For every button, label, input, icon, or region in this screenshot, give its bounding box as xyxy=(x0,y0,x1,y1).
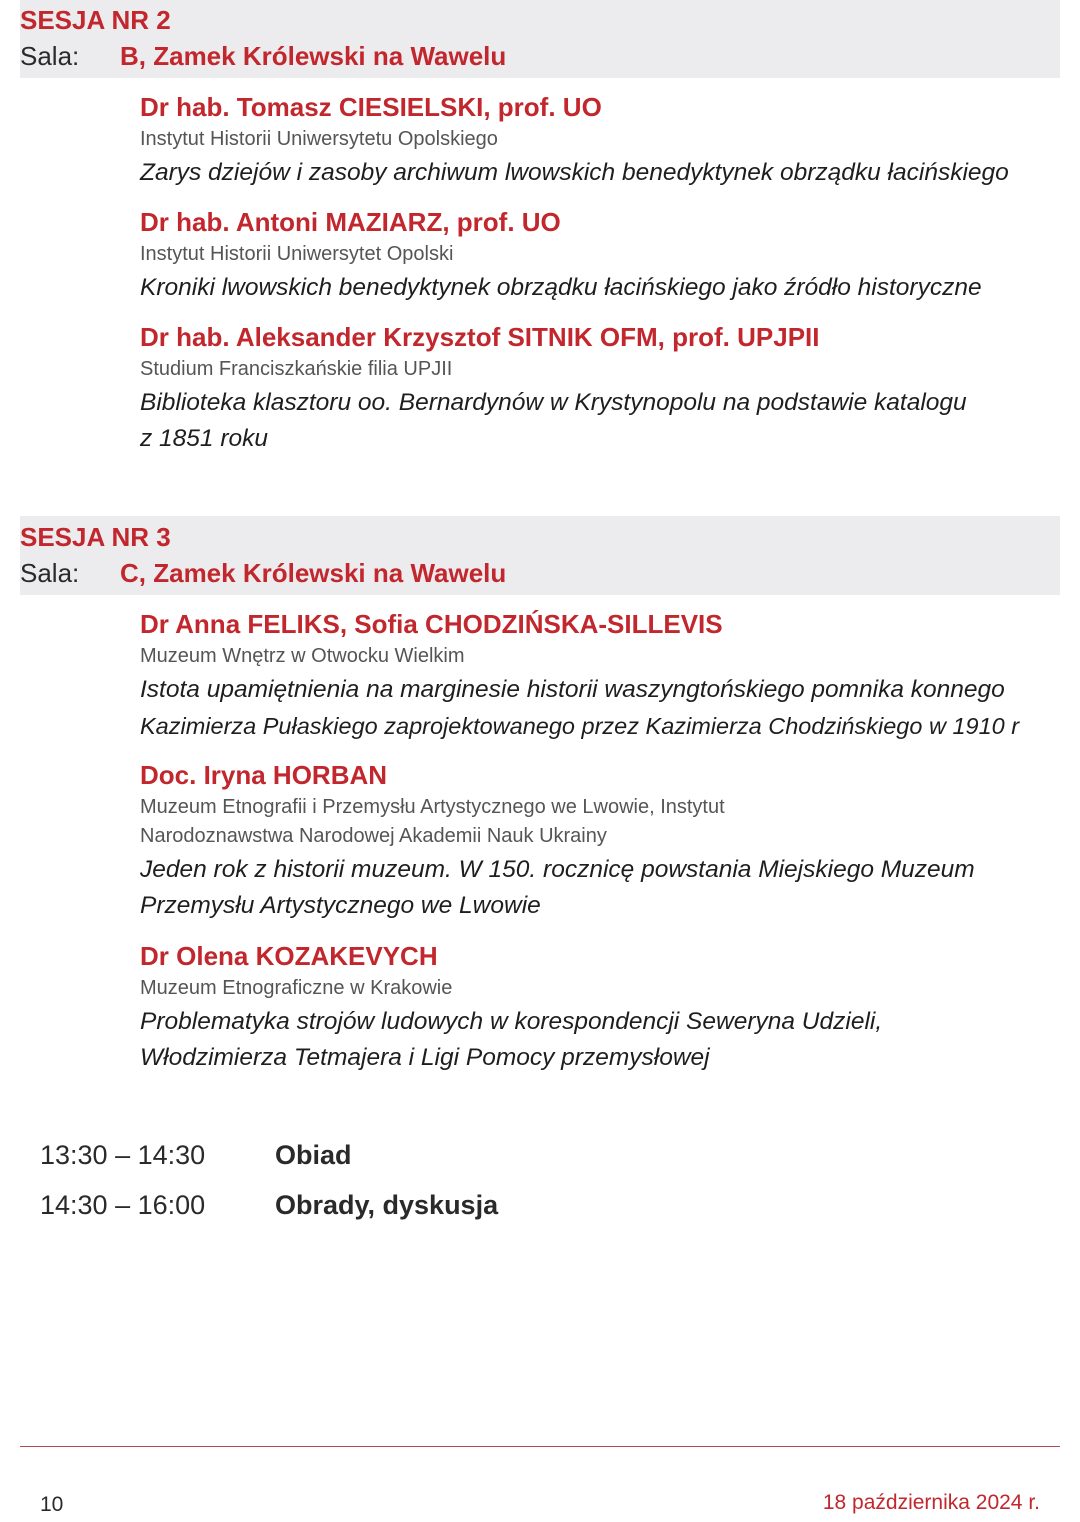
speaker-affiliation: Instytut Historii Uniwersytetu Opolskiego xyxy=(140,128,498,150)
session-title: SESJA NR 3 xyxy=(20,522,171,552)
speaker-entry xyxy=(140,205,1050,306)
talk-title: Kroniki lwowskich benedyktynek obrządku łacińskiego jako źródło historyczne xyxy=(140,274,982,301)
footer-date: 18 października 2024 r. xyxy=(822,1491,1040,1514)
talk-title: Zarys dziejów i zasoby archiwum lwowskich benedyktynek obrządku łacińskiego xyxy=(140,159,1009,186)
schedule-event: Obiad xyxy=(275,1140,352,1170)
talk-title: Przemysłu Artystycznego we Lwowie xyxy=(140,892,541,919)
talk-title: Jeden rok z historii muzeum. W 150. rocznicę powstania Miejskiego Muzeum xyxy=(140,856,975,883)
speaker-name: Dr Anna FELIKS, Sofia CHODZIŃSKA-SILLEVIS xyxy=(140,609,723,639)
speaker-entry xyxy=(140,320,1050,457)
speaker-name: Dr hab. Aleksander Krzysztof SITNIK OFM, prof. UPJPII xyxy=(140,322,820,352)
speaker-name: Dr hab. Antoni MAZIARZ, prof. UO xyxy=(140,207,561,237)
talk-title: Problematyka strojów ludowych w korespondencji Seweryna Udzieli, xyxy=(140,1008,883,1035)
speaker-entry xyxy=(140,607,1050,744)
room-label: Sala: xyxy=(20,41,80,71)
speaker-affiliation: Studium Franciszkańskie filia UPJII xyxy=(140,358,453,380)
page-number: 10 xyxy=(40,1493,64,1516)
talk-title: Włodzimierza Tetmajera i Ligi Pomocy przemysłowej xyxy=(140,1044,710,1071)
speaker-entry xyxy=(140,758,1050,924)
schedule-time: 13:30 – 14:30 xyxy=(40,1140,206,1170)
talk-title: Istota upamiętnienia na marginesie historii waszyngtońskiego pomnika konnego xyxy=(140,676,1005,703)
speaker-affiliation: Instytut Historii Uniwersytet Opolski xyxy=(140,243,454,265)
talk-title: Biblioteka klasztoru oo. Bernardynów w Krystynopolu na podstawie katalogu xyxy=(140,389,967,416)
footer-divider xyxy=(20,1446,1060,1447)
speaker-entry xyxy=(140,90,1050,191)
session-title: SESJA NR 2 xyxy=(20,5,171,35)
speaker-affiliation: Muzeum Wnętrz w Otwocku Wielkim xyxy=(140,645,465,667)
talk-title: Kazimierza Pułaskiego zaprojektowanego przez Kazimierza Chodzińskiego w 1910 r xyxy=(140,713,1020,739)
speaker-affiliation: Muzeum Etnograficzne w Krakowie xyxy=(140,977,453,999)
speaker-affiliation: Narodoznawstwa Narodowej Akademii Nauk Ukrainy xyxy=(140,825,607,847)
schedule-event: Obrady, dyskusja xyxy=(275,1190,499,1220)
speaker-name: Doc. Iryna HORBAN xyxy=(140,760,388,790)
room-value: B, Zamek Królewski na Wawelu xyxy=(120,41,507,71)
speaker-name: Dr hab. Tomasz CIESIELSKI, prof. UO xyxy=(140,92,602,122)
schedule-time: 14:30 – 16:00 xyxy=(40,1190,206,1220)
talk-title: z 1851 roku xyxy=(140,425,269,452)
speaker-affiliation: Muzeum Etnografii i Przemysłu Artystycznego we Lwowie, Instytut xyxy=(140,796,725,818)
speaker-name: Dr Olena KOZAKEVYCH xyxy=(140,941,438,971)
room-value: C, Zamek Królewski na Wawelu xyxy=(120,558,507,588)
speaker-entry xyxy=(140,939,1050,1076)
room-label: Sala: xyxy=(20,558,80,588)
